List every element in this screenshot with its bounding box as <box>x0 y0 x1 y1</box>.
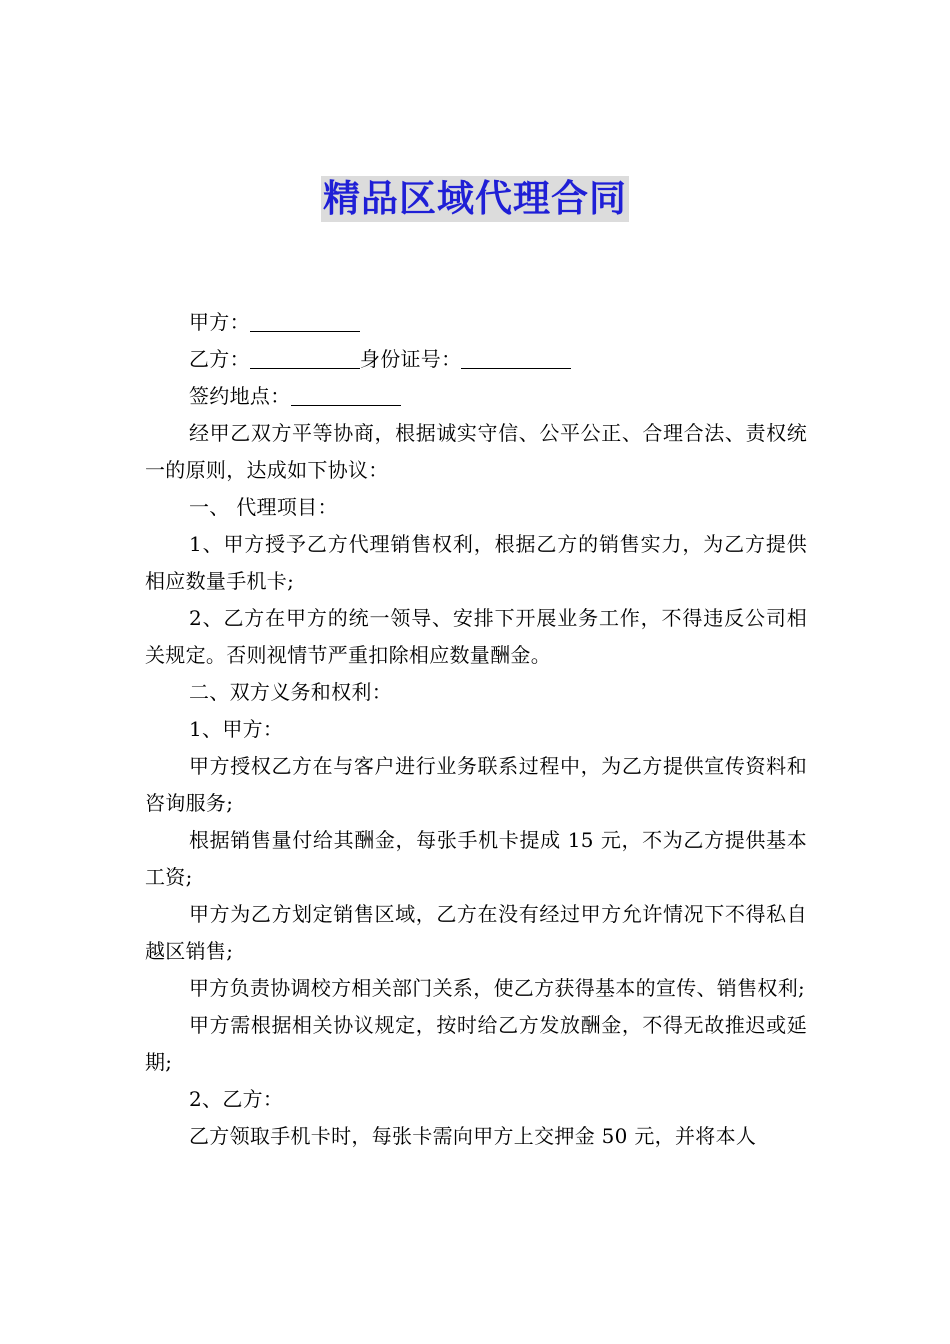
section-heading-1: 一、 代理项目： <box>189 495 338 519</box>
party-a-blank <box>250 311 360 332</box>
party-a-duty-4: 甲方负责协调校方相关部门关系，使乙方获得基本的宣传、销售权利; <box>189 976 806 1000</box>
id-number-label: 身份证号： <box>359 347 462 371</box>
party-a-duty-2: 根据销售量付给其酬金，每张手机卡提成 15 元，不为乙方提供基本工资; <box>145 828 807 889</box>
id-number-blank <box>461 348 571 369</box>
party-b-blank <box>250 348 360 369</box>
party-a-duty-1: 甲方授权乙方在与客户进行业务联系过程中，为乙方提供宣传资料和咨询服务; <box>145 754 807 815</box>
subsection-party-b: 2、乙方： <box>189 1087 284 1111</box>
party-b-duty-1: 乙方领取手机卡时，每张卡需向甲方上交押金 50 元，并将本人 <box>189 1124 757 1148</box>
section-heading-2: 二、双方义务和权利： <box>189 680 392 704</box>
title-container <box>0 176 950 222</box>
signing-place-label: 签约地点： <box>189 384 291 408</box>
subsection-party-a: 1、甲方： <box>189 717 284 741</box>
signing-place-line <box>145 378 807 415</box>
clause-1-1: 1、甲方授予乙方代理销售权利，根据乙方的销售实力，为乙方提供相应数量手机卡; <box>145 532 807 593</box>
document-body <box>145 304 807 1155</box>
party-a-duty-3: 甲方为乙方划定销售区域，乙方在没有经过甲方允许情况下不得私自越区销售; <box>145 902 807 963</box>
party-b-label: 乙方： <box>189 347 250 371</box>
document-title: 精品区域代理合同 <box>323 177 627 220</box>
signing-place-blank <box>291 385 401 406</box>
party-a-line <box>145 304 807 341</box>
party-a-label: 甲方： <box>189 310 250 334</box>
paragraph-intro: 经甲乙双方平等协商，根据诚实守信、公平公正、合理合法、责权统一的原则，达成如下协议： <box>145 421 807 482</box>
party-a-duty-5: 甲方需根据相关协议规定，按时给乙方发放酬金，不得无故推迟或延期; <box>145 1013 807 1074</box>
party-b-line <box>145 341 807 378</box>
clause-1-2: 2、乙方在甲方的统一领导、安排下开展业务工作，不得违反公司相关规定。否则视情节严重扣除相应数量酬金。 <box>145 606 807 667</box>
